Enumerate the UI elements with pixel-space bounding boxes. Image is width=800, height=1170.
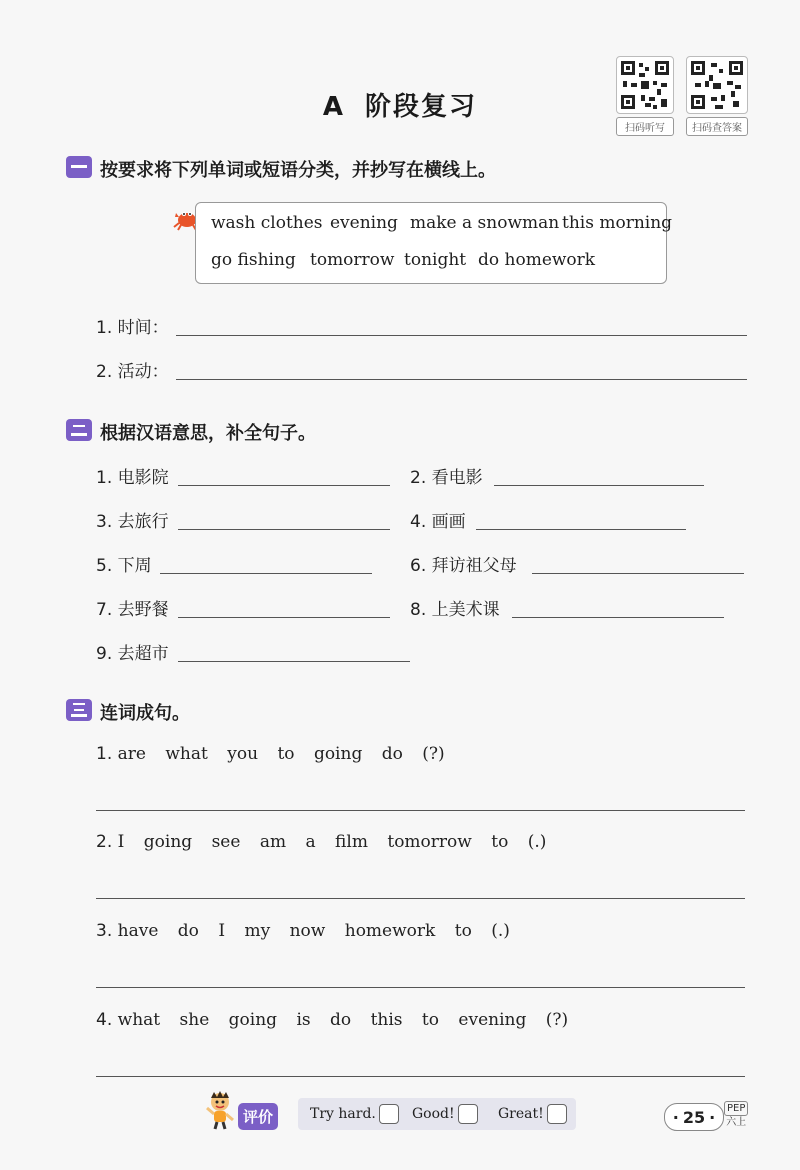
word-item: wash clothes [211,213,323,233]
answer-line[interactable] [178,529,390,530]
item-label: 2. 看电影 [410,468,483,488]
item-label: 8. 上美术课 [410,600,500,620]
word-token: are [117,744,146,764]
word-token: film [335,832,368,852]
answer-line[interactable] [176,379,747,380]
answer-line[interactable] [476,529,686,530]
answer-line[interactable] [160,573,372,574]
eval-option[interactable] [310,1104,399,1124]
eval-option[interactable] [498,1104,567,1124]
answer-line[interactable] [96,810,745,811]
word-token: to [277,744,295,764]
qr-answers[interactable] [686,56,748,136]
sentence-number: 3. [96,921,113,941]
unit-letter: A [322,92,346,122]
qr-code-icon [686,56,748,114]
title-text: 阶段复习 [365,92,478,122]
edition-bottom: 六上 [726,1117,747,1128]
section-3-title: 连词成句。 [100,703,190,724]
word-token: a [305,832,316,852]
sentence-number: 1. [96,744,113,764]
word-token: going [143,832,193,852]
word-token: to [454,921,472,941]
answer-line[interactable] [96,1076,745,1077]
word-item: tomorrow [310,250,395,270]
checkbox[interactable] [458,1104,478,1124]
edition-top: PEP [724,1101,748,1116]
section-badge [66,699,92,721]
scrambled-sentence [96,832,560,852]
eval-option[interactable] [412,1104,478,1124]
word-token: you [227,744,259,764]
section-badge [66,419,92,441]
scrambled-sentence [96,1010,582,1030]
word-token: evening [458,1010,527,1030]
word-item: make a snowman [410,213,560,233]
checkbox[interactable] [547,1104,567,1124]
item-label: 6. 拜访祖父母 [410,556,517,576]
word-token: I [117,832,125,852]
item-label: 1. 电影院 [96,468,169,488]
word-token: do [330,1010,352,1030]
page-number: · 25 · [664,1103,724,1131]
item-label: 1. 时间： [96,318,169,338]
word-token: is [296,1010,311,1030]
word-token: going [228,1010,278,1030]
word-item: this morning [562,213,673,233]
qr-caption: 扫码查答案 [686,117,748,136]
word-token: what [165,744,208,764]
word-token: tomorrow [387,832,472,852]
word-token: have [117,921,159,941]
page-number-text: 25 [682,1107,706,1127]
word-token: my [244,921,271,941]
eval-label: 评价 [238,1103,278,1130]
eval-option-label: Good! [412,1106,455,1122]
numeral-one-icon [71,165,87,169]
item-label: 7. 去野餐 [96,600,169,620]
numeral-three-icon [71,703,87,717]
sentence-number: 2. [96,832,113,852]
section-2-title: 根据汉语意思，补全句子。 [100,423,316,444]
qr-code-icon [616,56,674,114]
answer-line[interactable] [178,661,410,662]
mascot-icon [204,1090,236,1134]
answer-line[interactable] [176,335,747,336]
eval-option-label: Try hard. [310,1106,376,1122]
section-badge [66,156,92,178]
eval-option-label: Great! [498,1106,544,1122]
answer-line[interactable] [178,617,390,618]
scrambled-sentence [96,921,524,941]
item-label: 3. 去旅行 [96,512,169,532]
answer-line[interactable] [494,485,704,486]
numeral-two-icon [71,424,87,436]
word-token: (?) [545,1010,569,1030]
word-token: (?) [422,744,445,764]
word-token: see [211,832,241,852]
answer-line[interactable] [178,485,390,486]
item-label: 2. 活动： [96,362,169,382]
section-1-title: 按要求将下列单词或短语分类，并抄写在横线上。 [100,160,496,181]
word-token: going [313,744,363,764]
word-token: homework [344,921,436,941]
word-token: this [370,1010,403,1030]
word-token: she [179,1010,210,1030]
item-label: 9. 去超市 [96,644,169,664]
word-token: am [259,832,287,852]
edition-mark [724,1101,748,1129]
answer-line[interactable] [96,987,745,988]
item-label: 5. 下周 [96,556,152,576]
page-title [0,86,800,123]
word-token: (.) [491,921,510,941]
word-token: to [491,832,509,852]
checkbox[interactable] [379,1104,399,1124]
word-item: evening [330,213,398,233]
answer-line[interactable] [96,898,745,899]
word-token: do [381,744,403,764]
scrambled-sentence [96,744,459,764]
word-token: to [421,1010,439,1030]
word-token: do [177,921,199,941]
word-token: (.) [527,832,547,852]
word-token: now [289,921,326,941]
word-token: what [117,1010,161,1030]
sentence-number: 4. [96,1010,113,1030]
answer-line[interactable] [512,617,724,618]
word-item: go fishing [211,250,296,270]
qr-caption: 扫码听写 [616,117,674,136]
item-label: 4. 画画 [410,512,466,532]
answer-line[interactable] [532,573,744,574]
word-token: I [218,921,226,941]
qr-dictation[interactable] [616,56,674,136]
word-item: tonight [404,250,467,270]
word-item: do homework [478,250,596,270]
